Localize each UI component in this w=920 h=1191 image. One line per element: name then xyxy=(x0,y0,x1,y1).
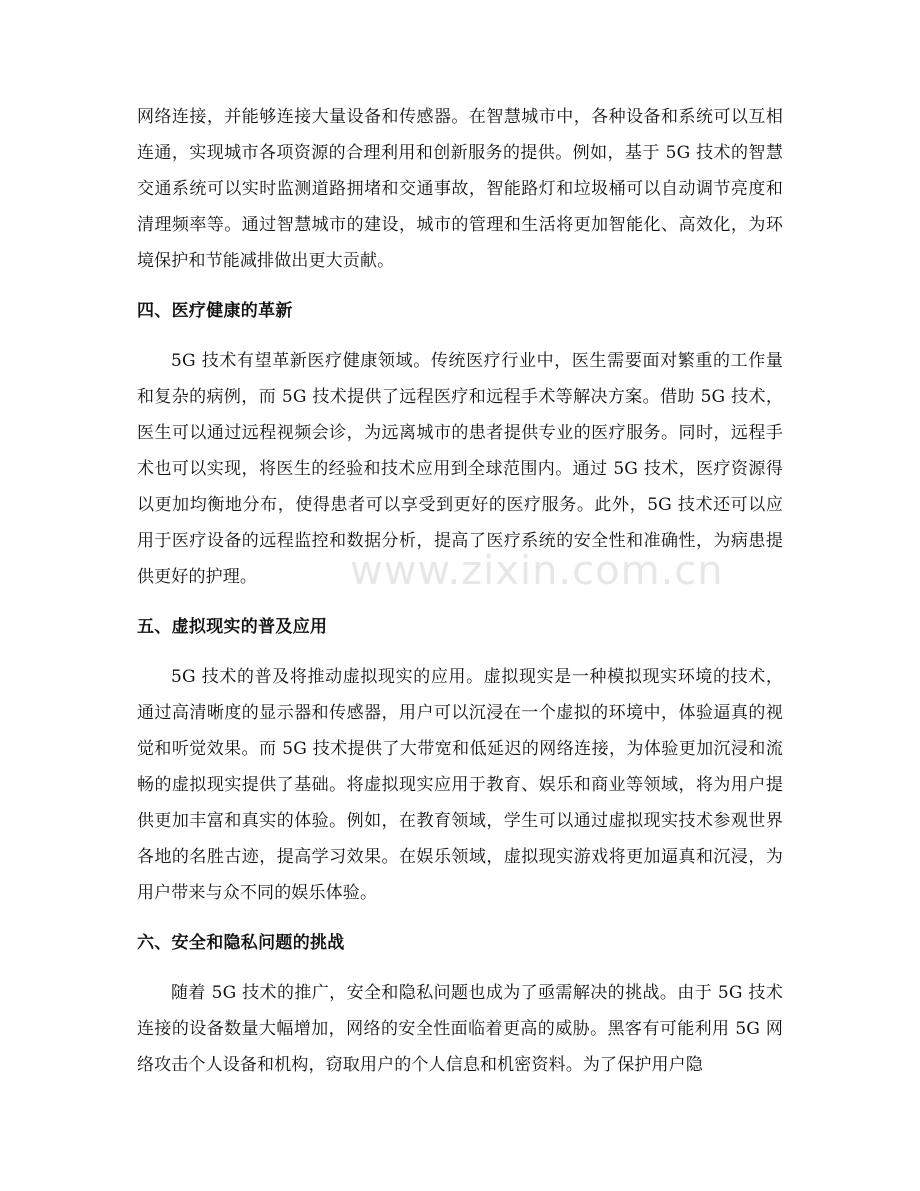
section-heading-security: 六、安全和隐私问题的挑战 xyxy=(137,933,345,953)
section-paragraph-security: 随着 5G 技术的推广，安全和隐私问题也成为了亟需解决的挑战。由于 5G 技术连接的设备数量大幅增加，网络的安全性面临着更高的威胁。黑客有可能利用 5G 网络攻击个人设备和机构，窃取用户的个人信息和机密资料。为了保护用户隐 xyxy=(137,983,783,1075)
section-heading-vr: 五、虚拟现实的普及应用 xyxy=(137,617,328,637)
intro-paragraph: 网络连接，并能够连接大量设备和传感器。在智慧城市中，各种设备和系统可以互相连通，实现城市各项资源的合理利用和创新服务的提供。例如，基于 5G 技术的智慧交通系统可以实时监测道路拥堵和交通事故，智能路灯和垃圾桶可以自动调节亮度和清理频率等。通过智慧城市的建设，城市的管理和生活将更加智能化、高效化，为环境保护和节能减排做出更大贡献。 xyxy=(137,107,783,271)
watermark: www.zixin.com.cn xyxy=(350,548,724,594)
section-paragraph-vr: 5G 技术的普及将推动虚拟现实的应用。虚拟现实是一种模拟现实环境的技术，通过高清晰度的显示器和传感器，用户可以沉浸在一个虚拟的环境中，体验逼真的视觉和听觉效果。而 5G 技术提供了大带宽和低延迟的网络连接，为体验更加沉浸和流畅的虚拟现实提供了基础。将虚拟现实应用于教育、娱乐和商业等领域，将为用户提供更加丰富和真实的体验。例如，在教育领域，学生可以通过虚拟现实技术参观世界各地的名胜古迹，提高学习效果。在娱乐领域，虚拟现实游戏将更加逼真和沉浸，为用户带来与众不同的娱乐体验。 xyxy=(137,667,783,903)
document-body xyxy=(137,99,783,1083)
section-paragraph-medical: 5G 技术有望革新医疗健康领域。传统医疗行业中，医生需要面对繁重的工作量和复杂的病例，而 5G 技术提供了远程医疗和远程手术等解决方案。借助 5G 技术，医生可以通过远程视频会诊，为远离城市的患者提供专业的医疗服务。同时，远程手术也可以实现，将医生的经验和技术应用到全球范围内。通过 5G 技术，医疗资源得以更加均衡地分布，使得患者可以享受到更好的医疗服务。此外，5G 技术还可以应用于医疗设备的远程监控和数据分析，提高了医疗系统的安全性和准确性，为病患提供更好的护理。 xyxy=(137,351,783,587)
section-heading-medical: 四、医疗健康的革新 xyxy=(137,301,293,321)
